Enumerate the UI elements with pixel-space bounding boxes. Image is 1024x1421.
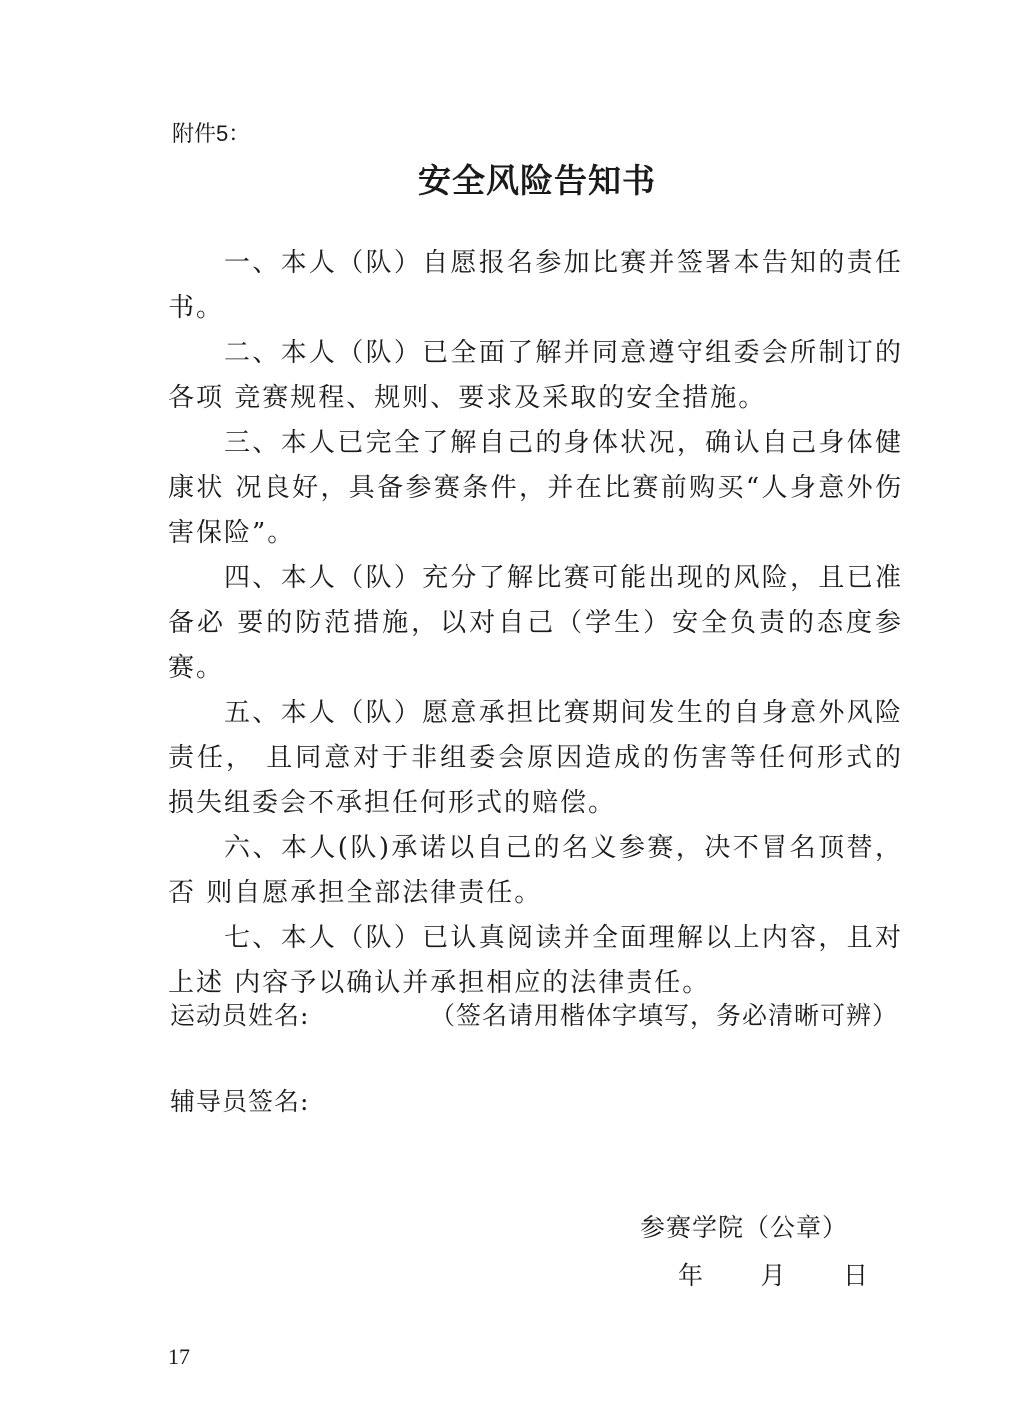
coach-signature-label: 辅导员签名: [170, 1087, 310, 1116]
attachment-label: 附件5： [172, 121, 251, 146]
date-month: 月 [760, 1261, 786, 1290]
clause-2: 二、本人（队）已全面了解并同意遵守组委会所制订的各项 竞赛规程、规则、要求及采取的安全措施。 [168, 338, 903, 413]
clause-4: 四、本人（队）充分了解比赛可能出现的风险，且已准备必 要的防范措施，以对自己（学生）安全负责的态度参赛。 [168, 563, 903, 683]
clause-1: 一、本人（队）自愿报名参加比赛并签署本告知的责任书。 [168, 248, 903, 323]
clause-5: 五、本人（队）愿意承担比赛期间发生的自身意外风险责任， 且同意对于非组委会原因造成的伤害等任何形式的损失组委会不承担任何形式的赔偿。 [168, 698, 903, 818]
clause-list [168, 241, 903, 1006]
clause-6: 六、本人(队)承诺以自己的名义参赛，决不冒名顶替，否 则自愿承担全部法律责任。 [168, 833, 903, 908]
date-day: 日 [842, 1261, 868, 1290]
clause-3: 三、本人已完全了解自己的身体状况，确认自己身体健康状 况良好，具备参赛条件，并在比赛前购买“人身意外伤害保险”。 [168, 428, 903, 548]
page-number: 17 [168, 1344, 190, 1369]
athlete-name-note: （签名请用楷体字填写，务必清晰可辨） [430, 1001, 899, 1030]
date-year: 年 [678, 1261, 704, 1290]
athlete-name-label: 运动员姓名: [170, 1001, 310, 1030]
clause-7: 七、本人（队）已认真阅读并全面理解以上内容，且对上述 内容予以确认并承担相应的法律责任。 [168, 923, 903, 998]
document-title: 安全风险告知书 [418, 161, 656, 200]
date-line [678, 1256, 868, 1296]
college-seal-label: 参赛学院（公章） [640, 1213, 849, 1242]
